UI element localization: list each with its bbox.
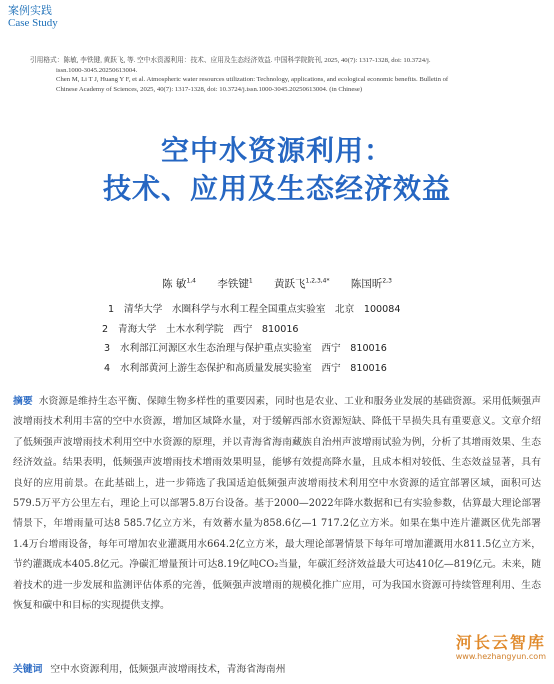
abstract-block <box>13 392 541 616</box>
affiliation-number: 3 <box>104 343 111 354</box>
affiliation <box>88 359 528 379</box>
watermark-url: www.hezhangyun.com <box>455 652 546 661</box>
author-name: 陈国昕 <box>350 278 383 290</box>
title-line-2: 技术、应用及生态经济效益 <box>102 172 451 205</box>
author-affil-mark: 1,4 <box>186 277 196 285</box>
author-affil-mark: 1 <box>248 277 253 285</box>
section-label-cn: 案例实践 <box>8 4 52 17</box>
citation-cn-line2: issn.1000-3045.20250613004. <box>56 66 138 74</box>
affiliation-text: 清华大学 水圈科学与水利工程全国重点实验室 北京 100084 <box>124 304 401 315</box>
author-name: 陈 敏 <box>162 278 187 290</box>
author-affil-mark: 2,3 <box>382 277 392 285</box>
author <box>162 278 196 290</box>
affiliation <box>88 300 528 320</box>
abstract-text: 水资源是维持生态平衡、保障生物多样性的重要因素，同时也是农业、工业和服务业发展的基础资源。采用低频强声波增雨技术利用丰富的空中水资源，增加区域降水量，对于缓解西部水资源短缺、降低干旱损失具有重要意义。文章介绍了低频强声波增雨技术利用空中水资源的原理，并以青海省海南藏族自治州声波增雨试验为例，分析了其增雨效果、生态经济效益。结果表明，低频强声波增雨技术增雨效果明显，能够有效提高降水量，且成本相对较低、生态效益显著，具有良好的应用前景。在此基础上，进一步筛选了我国适迫低频强声波增雨技术利用空中水资源的适宜部署区域，面积可达579.5万平方公里左右，理论上可以部署5.8万台设备。基于2000—2022年降水数据和已有实验参数，估算最大理论部署情景下，年增雨量可达8 585.7亿立方米，有效蓄水量为858.6亿—1 717.2亿立方米。如果在集中连片灌溉区优先部署1.4万台增雨设备，每年可增加农业灌溉用水664.2亿立方米，最大理论部署情景下每年可增加灌溉用水811.5亿立方米，节约灌溉成本405.8亿元。净碳汇增量预计可达8.19亿吨CO₂当量，年碳汇经济效益最大可达410亿—819亿元。未来，随着技术的进一步发展和监测评估体系的完善，低频强声波增雨的规模化推广应用，可为我国水资源可持续管理利用、生态恢复和碳中和目标的实现提供支撑。 <box>13 396 542 612</box>
keywords-text: 空中水资源利用，低频强声波增雨技术，青海省海南州 <box>50 664 286 675</box>
paper-title <box>0 132 554 208</box>
abstract-label: 摘要 <box>13 396 33 407</box>
author-affil-mark: 1,2,3,4* <box>305 277 330 285</box>
section-label-en: Case Study <box>8 17 58 29</box>
affiliation-text: 水利部江河源区水生态治理与保护重点实验室 西宁 810016 <box>120 343 387 354</box>
affiliation-number: 4 <box>104 362 111 374</box>
watermark-logo <box>456 634 546 662</box>
author <box>217 278 252 290</box>
affiliation <box>88 339 528 359</box>
watermark-text: 河长云智库 <box>455 633 546 652</box>
affiliation-text: 青海大学 土木水利学院 西宁 810016 <box>118 323 299 335</box>
affiliation-text: 水利部黄河上游生态保护和高质量发展实验室 西宁 810016 <box>120 362 387 374</box>
author <box>274 278 330 290</box>
section-tag <box>8 4 58 30</box>
author-name: 黄跃飞 <box>274 278 306 290</box>
affiliation-number: 1 <box>108 304 115 315</box>
author <box>351 278 392 290</box>
affiliation-number: 2 <box>102 323 109 335</box>
citation-cn-line1: 引用格式：陈敏, 李铁键, 黄跃飞, 等. 空中水资源利用：技术、应用及生态经济效益. 中国科学院院刊, 2025, 40(7): 1317-1328, doi: 10.3724/j. <box>30 57 431 64</box>
citation-block <box>30 56 545 94</box>
keywords-label: 关键词 <box>13 664 43 675</box>
citation-en-line1: Chen M, Li T J, Huang Y F, et al. Atmospheric water resources utilization: Technology, applications, and ecological economic benefits. Bulletin of <box>56 76 449 84</box>
affiliation <box>88 320 528 340</box>
affiliation-list <box>88 300 528 378</box>
title-line-1: 空中水资源利用： <box>160 134 393 167</box>
author-name: 李铁键 <box>217 278 249 290</box>
author-list <box>0 276 554 291</box>
citation-en-line2: Chinese Academy of Sciences, 2025, 40(7): 1317-1328, doi: 10.3724/j.issn.1000-3045.20250613004. (in Chinese) <box>56 85 363 93</box>
keywords-block <box>13 661 453 675</box>
